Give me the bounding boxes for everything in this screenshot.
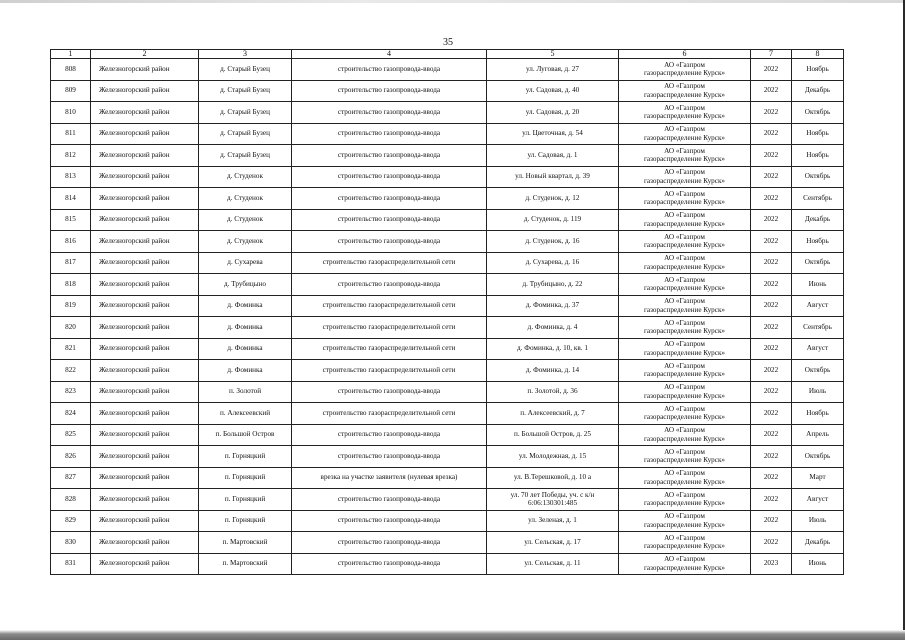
organization-line-1: АО «Газпром (664, 533, 705, 542)
address-cell: д. Студенок, д. 16 (487, 231, 619, 253)
address-cell: д. Фоминка, д. 4 (487, 317, 619, 339)
year-cell: 2022 (751, 166, 792, 188)
table-row (51, 274, 844, 296)
organization-cell (619, 295, 751, 317)
address-cell: ул. Цветочная, д. 54 (487, 123, 619, 145)
table-row (51, 59, 844, 81)
header-cell: 7 (751, 50, 792, 59)
settlement-cell: д. Студенок (199, 166, 292, 188)
work-type-cell: строительство газопровода-ввода (292, 510, 487, 532)
work-type-cell: строительство газопровода-ввода (292, 80, 487, 102)
organization-line-2: газораспределение Курск» (643, 133, 726, 142)
settlement-cell: п. Алексеевский (199, 403, 292, 425)
table-row (51, 231, 844, 253)
row-number-cell: 824 (51, 403, 91, 425)
work-type-cell: строительство газопровода-ввода (292, 145, 487, 167)
settlement-cell: д. Фоминка (199, 338, 292, 360)
organization-line-1: АО «Газпром (664, 125, 705, 134)
district-cell: Железногорский район (91, 360, 199, 382)
row-number-cell: 820 (51, 317, 91, 339)
address-cell: ул. 70 лет Победы, уч. с к/н 6:06:130301:485 (487, 489, 619, 511)
organization-line-2: газораспределение Курск» (643, 155, 726, 164)
table-row (51, 489, 844, 511)
work-type-cell: строительство газораспределительной сети (292, 360, 487, 382)
work-type-cell: строительство газопровода-ввода (292, 102, 487, 124)
organization-line-2: газораспределение Курск» (643, 499, 726, 508)
year-cell: 2022 (751, 360, 792, 382)
organization-cell (619, 123, 751, 145)
row-number-cell: 816 (51, 231, 91, 253)
table-row (51, 80, 844, 102)
organization-line-2: газораспределение Курск» (643, 477, 726, 486)
month-cell: Октябрь (792, 166, 844, 188)
table-row (51, 467, 844, 489)
settlement-cell: д. Фоминка (199, 360, 292, 382)
row-number-cell: 825 (51, 424, 91, 446)
organization-line-2: газораспределение Курск» (643, 563, 726, 572)
work-type-cell: строительство газораспределительной сети (292, 295, 487, 317)
row-number-cell: 811 (51, 123, 91, 145)
table-row (51, 317, 844, 339)
organization-cell (619, 145, 751, 167)
settlement-cell: д. Студенок (199, 231, 292, 253)
row-number-cell: 817 (51, 252, 91, 274)
organization-line-1: АО «Газпром (664, 361, 705, 370)
month-cell: Июнь (792, 553, 844, 575)
header-row (51, 50, 844, 59)
organization-line-1: АО «Газпром (664, 232, 705, 241)
year-cell: 2022 (751, 467, 792, 489)
table-row (51, 252, 844, 274)
row-number-cell: 826 (51, 446, 91, 468)
address-cell: п. Алексеевский, д. 7 (487, 403, 619, 425)
organization-cell (619, 274, 751, 296)
table-row (51, 166, 844, 188)
month-cell: Сентябрь (792, 317, 844, 339)
month-cell: Декабрь (792, 209, 844, 231)
row-number-cell: 814 (51, 188, 91, 210)
table-row (51, 123, 844, 145)
address-cell: д. Сухарева, д. 16 (487, 252, 619, 274)
table-row (51, 188, 844, 210)
district-cell: Железногорский район (91, 381, 199, 403)
table-row (51, 209, 844, 231)
month-cell: Декабрь (792, 532, 844, 554)
month-cell: Август (792, 295, 844, 317)
header-cell: 4 (292, 50, 487, 59)
row-number-cell: 821 (51, 338, 91, 360)
district-cell: Железногорский район (91, 338, 199, 360)
gasification-schedule-table (50, 49, 844, 575)
organization-cell (619, 467, 751, 489)
district-cell: Железногорский район (91, 145, 199, 167)
organization-line-1: АО «Газпром (664, 275, 705, 284)
year-cell: 2023 (751, 553, 792, 575)
table-row (51, 424, 844, 446)
settlement-cell: д. Старый Бузец (199, 123, 292, 145)
year-cell: 2022 (751, 510, 792, 532)
work-type-cell: строительство газопровода-ввода (292, 166, 487, 188)
organization-cell (619, 489, 751, 511)
table-body (51, 50, 844, 575)
settlement-cell: д. Сухарева (199, 252, 292, 274)
work-type-cell: строительство газопровода-ввода (292, 123, 487, 145)
organization-line-2: газораспределение Курск» (643, 370, 726, 379)
organization-line-1: АО «Газпром (664, 168, 705, 177)
row-number-cell: 818 (51, 274, 91, 296)
row-number-cell: 828 (51, 489, 91, 511)
address-cell: ул. Сельская, д. 17 (487, 532, 619, 554)
organization-cell (619, 360, 751, 382)
settlement-cell: д. Фоминка (199, 317, 292, 339)
month-cell: Ноябрь (792, 59, 844, 81)
header-cell: 2 (91, 50, 199, 59)
organization-cell (619, 403, 751, 425)
organization-cell (619, 209, 751, 231)
work-type-cell: строительство газопровода-ввода (292, 231, 487, 253)
address-cell: д. Трубицыно, д. 22 (487, 274, 619, 296)
work-type-cell: строительство газопровода-ввода (292, 209, 487, 231)
settlement-cell: п. Большой Остров (199, 424, 292, 446)
address-cell: ул. Садовая, д. 40 (487, 80, 619, 102)
settlement-cell: п. Золотой (199, 381, 292, 403)
address-cell: ул. Сельская, д. 11 (487, 553, 619, 575)
settlement-cell: д. Старый Бузец (199, 145, 292, 167)
organization-line-1: АО «Газпром (664, 490, 705, 499)
district-cell: Железногорский район (91, 102, 199, 124)
organization-line-2: газораспределение Курск» (643, 305, 726, 314)
table-row (51, 532, 844, 554)
table-row (51, 446, 844, 468)
row-number-cell: 829 (51, 510, 91, 532)
row-number-cell: 812 (51, 145, 91, 167)
organization-line-1: АО «Газпром (664, 404, 705, 413)
organization-line-1: АО «Газпром (664, 146, 705, 155)
work-type-cell: строительство газопровода-ввода (292, 553, 487, 575)
work-type-cell: строительство газопровода-ввода (292, 424, 487, 446)
district-cell: Железногорский район (91, 188, 199, 210)
district-cell: Железногорский район (91, 59, 199, 81)
year-cell: 2022 (751, 145, 792, 167)
organization-line-2: газораспределение Курск» (643, 327, 726, 336)
month-cell: Апрель (792, 424, 844, 446)
address-cell: д. Фоминка, д. 14 (487, 360, 619, 382)
month-cell: Июль (792, 510, 844, 532)
organization-line-1: АО «Газпром (664, 512, 705, 521)
work-type-cell: строительство газопровода-ввода (292, 446, 487, 468)
organization-line-1: АО «Газпром (664, 447, 705, 456)
address-cell: ул. Луговая, д. 27 (487, 59, 619, 81)
row-number-cell: 823 (51, 381, 91, 403)
row-number-cell: 819 (51, 295, 91, 317)
month-cell: Август (792, 489, 844, 511)
settlement-cell: д. Студенок (199, 209, 292, 231)
district-cell: Железногорский район (91, 532, 199, 554)
district-cell: Железногорский район (91, 274, 199, 296)
organization-line-2: газораспределение Курск» (643, 176, 726, 185)
year-cell: 2022 (751, 295, 792, 317)
month-cell: Ноябрь (792, 403, 844, 425)
settlement-cell: п. Горняцкий (199, 467, 292, 489)
organization-line-1: АО «Газпром (664, 297, 705, 306)
district-cell: Железногорский район (91, 446, 199, 468)
organization-cell (619, 102, 751, 124)
address-cell: ул. Садовая, д. 1 (487, 145, 619, 167)
address-cell: ул. Молодежная, д. 15 (487, 446, 619, 468)
row-number-cell: 810 (51, 102, 91, 124)
organization-cell (619, 188, 751, 210)
address-cell: д. Студенок, д. 119 (487, 209, 619, 231)
table-row (51, 553, 844, 575)
organization-line-1: АО «Газпром (664, 426, 705, 435)
month-cell: Ноябрь (792, 145, 844, 167)
organization-line-2: газораспределение Курск» (643, 198, 726, 207)
organization-line-2: газораспределение Курск» (643, 112, 726, 121)
year-cell: 2022 (751, 532, 792, 554)
work-type-cell: строительство газораспределительной сети (292, 403, 487, 425)
organization-cell (619, 532, 751, 554)
table-row (51, 360, 844, 382)
settlement-cell: п. Горняцкий (199, 446, 292, 468)
organization-line-1: АО «Газпром (664, 211, 705, 220)
page-number: 35 (443, 37, 453, 48)
table-row (51, 403, 844, 425)
address-cell: п. Большой Остров, д. 25 (487, 424, 619, 446)
address-cell: д. Фоминка, д. 37 (487, 295, 619, 317)
settlement-cell: п. Мартовский (199, 532, 292, 554)
work-type-cell: строительство газопровода-ввода (292, 188, 487, 210)
address-cell: ул. Садовая, д. 20 (487, 102, 619, 124)
row-number-cell: 808 (51, 59, 91, 81)
year-cell: 2022 (751, 403, 792, 425)
district-cell: Железногорский район (91, 252, 199, 274)
organization-cell (619, 338, 751, 360)
organization-line-1: АО «Газпром (664, 254, 705, 263)
address-cell: ул. Зеленая, д. 1 (487, 510, 619, 532)
organization-cell (619, 252, 751, 274)
organization-cell (619, 59, 751, 81)
organization-line-1: АО «Газпром (664, 340, 705, 349)
organization-line-2: газораспределение Курск» (643, 434, 726, 443)
work-type-cell: строительство газопровода-ввода (292, 59, 487, 81)
row-number-cell: 827 (51, 467, 91, 489)
organization-line-2: газораспределение Курск» (643, 456, 726, 465)
organization-line-1: АО «Газпром (664, 82, 705, 91)
organization-cell (619, 424, 751, 446)
district-cell: Железногорский район (91, 510, 199, 532)
district-cell: Железногорский район (91, 489, 199, 511)
address-cell: д. Фоминка, д. 10, кв. 1 (487, 338, 619, 360)
district-cell: Железногорский район (91, 317, 199, 339)
organization-line-2: газораспределение Курск» (643, 284, 726, 293)
table-row (51, 102, 844, 124)
organization-line-2: газораспределение Курск» (643, 542, 726, 551)
organization-cell (619, 80, 751, 102)
district-cell: Железногорский район (91, 403, 199, 425)
scan-edge-top (0, 0, 905, 3)
settlement-cell: п. Горняцкий (199, 489, 292, 511)
year-cell: 2022 (751, 274, 792, 296)
header-cell: 5 (487, 50, 619, 59)
year-cell: 2022 (751, 338, 792, 360)
district-cell: Железногорский район (91, 166, 199, 188)
year-cell: 2022 (751, 102, 792, 124)
month-cell: Ноябрь (792, 123, 844, 145)
month-cell: Июнь (792, 274, 844, 296)
organization-line-2: газораспределение Курск» (643, 348, 726, 357)
table-row (51, 510, 844, 532)
year-cell: 2022 (751, 188, 792, 210)
organization-line-2: газораспределение Курск» (643, 90, 726, 99)
settlement-cell: д. Старый Бузец (199, 80, 292, 102)
address-cell: ул. В.Терешковой, д. 10 а (487, 467, 619, 489)
organization-line-2: газораспределение Курск» (643, 241, 726, 250)
district-cell: Железногорский район (91, 231, 199, 253)
month-cell: Август (792, 338, 844, 360)
district-cell: Железногорский район (91, 424, 199, 446)
settlement-cell: д. Фоминка (199, 295, 292, 317)
organization-line-2: газораспределение Курск» (643, 520, 726, 529)
settlement-cell: п. Горняцкий (199, 510, 292, 532)
work-type-cell: строительство газораспределительной сети (292, 338, 487, 360)
work-type-cell: строительство газораспределительной сети (292, 317, 487, 339)
table-row (51, 338, 844, 360)
settlement-cell: д. Старый Бузец (199, 59, 292, 81)
district-cell: Железногорский район (91, 209, 199, 231)
year-cell: 2022 (751, 381, 792, 403)
work-type-cell: врезка на участке заявителя (нулевая врезка) (292, 467, 487, 489)
settlement-cell: д. Трубицыно (199, 274, 292, 296)
month-cell: Сентябрь (792, 188, 844, 210)
month-cell: Июль (792, 381, 844, 403)
row-number-cell: 809 (51, 80, 91, 102)
table-row (51, 145, 844, 167)
settlement-cell: д. Старый Бузец (199, 102, 292, 124)
work-type-cell: строительство газопровода-ввода (292, 381, 487, 403)
settlement-cell: д. Студенок (199, 188, 292, 210)
organization-line-1: АО «Газпром (664, 469, 705, 478)
header-cell: 6 (619, 50, 751, 59)
work-type-cell: строительство газопровода-ввода (292, 532, 487, 554)
organization-line-1: АО «Газпром (664, 318, 705, 327)
row-number-cell: 822 (51, 360, 91, 382)
organization-cell (619, 446, 751, 468)
month-cell: Октябрь (792, 102, 844, 124)
district-cell: Железногорский район (91, 553, 199, 575)
organization-line-1: АО «Газпром (664, 383, 705, 392)
work-type-cell: строительство газопровода-ввода (292, 274, 487, 296)
address-cell: ул. Новый квартал, д. 39 (487, 166, 619, 188)
work-type-cell: строительство газораспределительной сети (292, 252, 487, 274)
year-cell: 2022 (751, 59, 792, 81)
organization-line-1: АО «Газпром (664, 189, 705, 198)
year-cell: 2022 (751, 80, 792, 102)
year-cell: 2022 (751, 446, 792, 468)
month-cell: Декабрь (792, 80, 844, 102)
month-cell: Октябрь (792, 360, 844, 382)
organization-line-2: газораспределение Курск» (643, 219, 726, 228)
year-cell: 2022 (751, 252, 792, 274)
row-number-cell: 830 (51, 532, 91, 554)
month-cell: Март (792, 467, 844, 489)
organization-cell (619, 381, 751, 403)
year-cell: 2022 (751, 489, 792, 511)
organization-cell (619, 166, 751, 188)
year-cell: 2022 (751, 209, 792, 231)
scan-edge-bottom (0, 630, 905, 640)
address-cell: д. Студенок, д. 12 (487, 188, 619, 210)
table-row (51, 295, 844, 317)
district-cell: Железногорский район (91, 295, 199, 317)
work-type-cell: строительство газопровода-ввода (292, 489, 487, 511)
row-number-cell: 831 (51, 553, 91, 575)
organization-line-2: газораспределение Курск» (643, 69, 726, 78)
district-cell: Железногорский район (91, 123, 199, 145)
organization-line-1: АО «Газпром (664, 103, 705, 112)
organization-line-1: АО «Газпром (664, 555, 705, 564)
district-cell: Железногорский район (91, 467, 199, 489)
settlement-cell: п. Мартовский (199, 553, 292, 575)
month-cell: Октябрь (792, 446, 844, 468)
address-cell: п. Золотой, д. 36 (487, 381, 619, 403)
header-cell: 1 (51, 50, 91, 59)
organization-cell (619, 510, 751, 532)
year-cell: 2022 (751, 231, 792, 253)
table-row (51, 381, 844, 403)
row-number-cell: 813 (51, 166, 91, 188)
header-cell: 3 (199, 50, 292, 59)
organization-line-2: газораспределение Курск» (643, 262, 726, 271)
organization-cell (619, 317, 751, 339)
district-cell: Железногорский район (91, 80, 199, 102)
row-number-cell: 815 (51, 209, 91, 231)
organization-cell (619, 553, 751, 575)
year-cell: 2022 (751, 317, 792, 339)
organization-cell (619, 231, 751, 253)
year-cell: 2022 (751, 123, 792, 145)
header-cell: 8 (792, 50, 844, 59)
organization-line-1: АО «Газпром (664, 60, 705, 69)
month-cell: Октябрь (792, 252, 844, 274)
year-cell: 2022 (751, 424, 792, 446)
organization-line-2: газораспределение Курск» (643, 413, 726, 422)
month-cell: Ноябрь (792, 231, 844, 253)
organization-line-2: газораспределение Курск» (643, 391, 726, 400)
